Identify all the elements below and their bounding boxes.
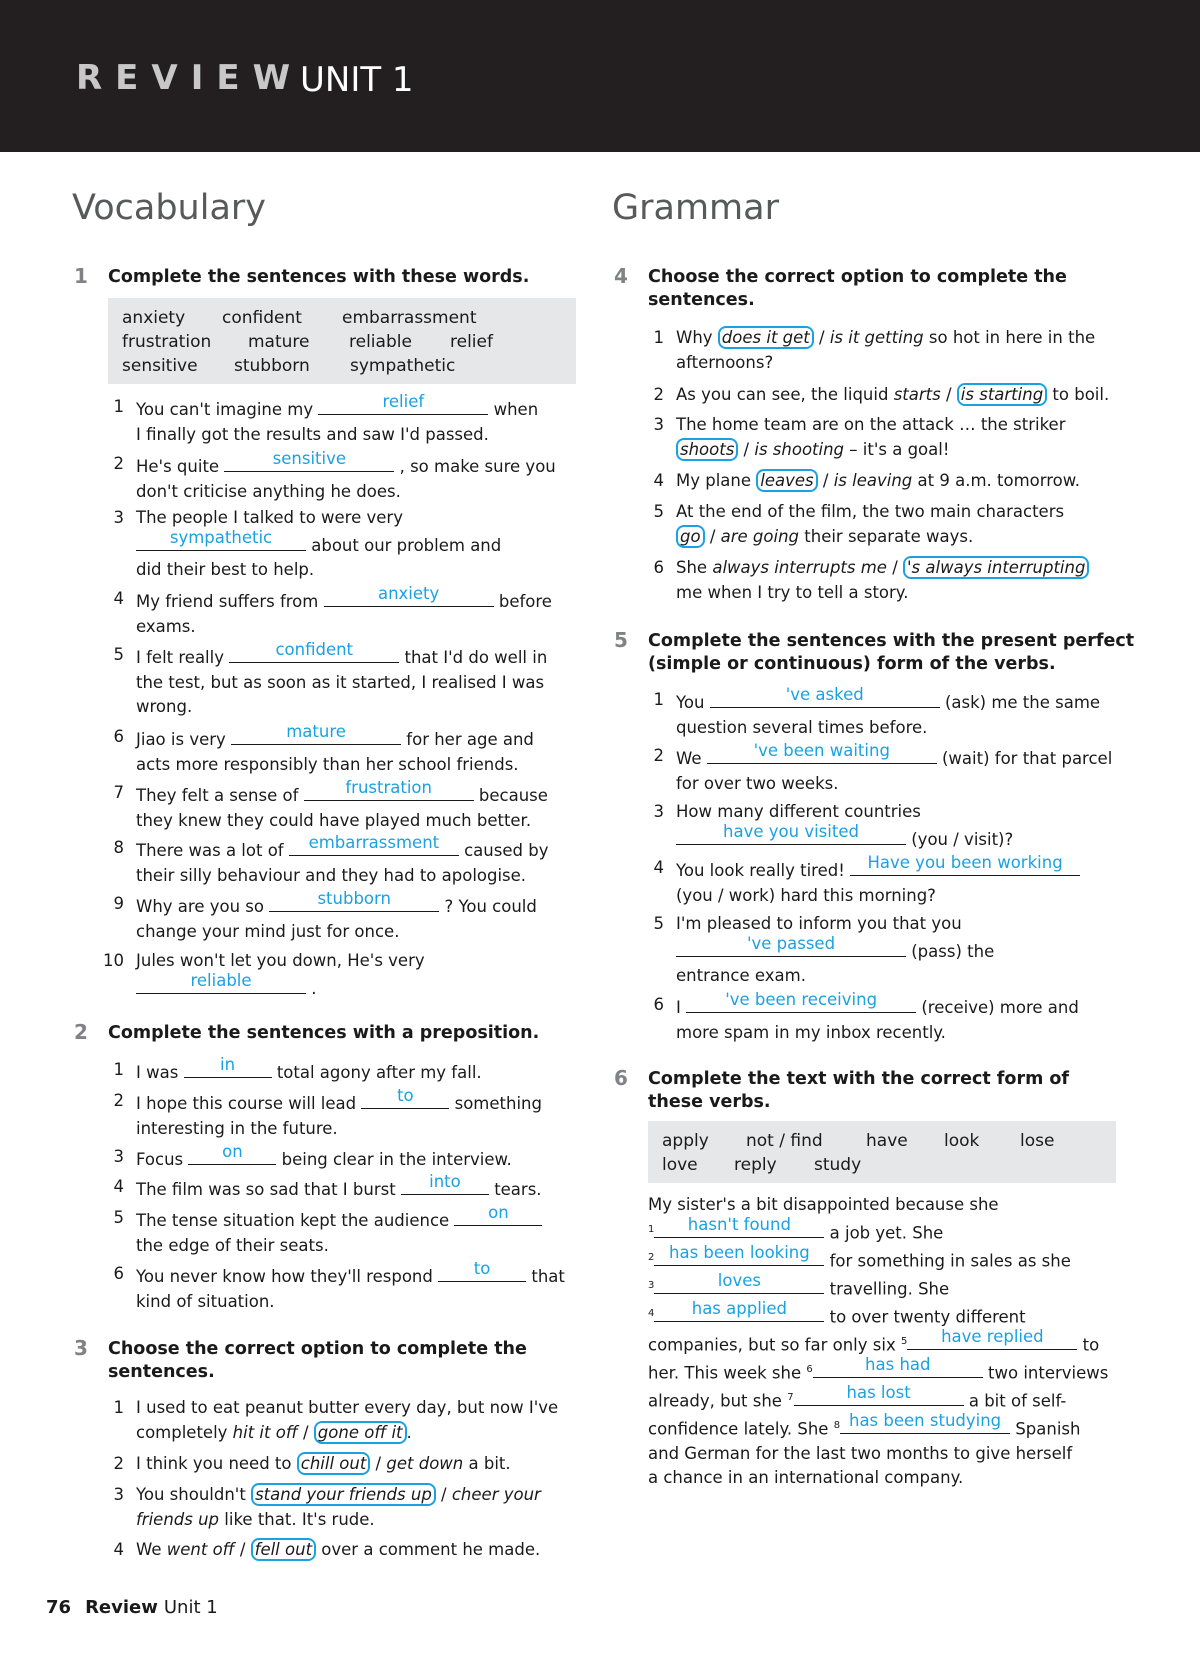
item-number: 9	[113, 894, 124, 913]
instruction-line: these verbs.	[648, 1092, 771, 1112]
option-separator: /	[940, 385, 957, 404]
answer-blank	[224, 449, 394, 472]
item-number: 6	[653, 558, 664, 577]
word-box-item: look	[944, 1131, 980, 1151]
gap-number: 2	[648, 1251, 655, 1263]
item-text: As you can see, the liquid	[676, 385, 889, 404]
answer-text: mature	[286, 722, 346, 741]
item-text: before	[498, 592, 552, 611]
item-number: 8	[113, 838, 124, 857]
item-text: kind of situation.	[136, 1291, 275, 1311]
option-separator: /	[297, 1422, 314, 1442]
item-text: acts more responsibly than her school friends.	[136, 754, 519, 774]
answer-blank	[401, 1172, 489, 1195]
answer-text: stubborn	[317, 889, 391, 908]
word-box-item: sensitive	[122, 356, 198, 376]
answer-text: into	[429, 1172, 461, 1191]
page-number: 76	[46, 1597, 72, 1618]
item-text: exams.	[136, 616, 196, 636]
item-number: 6	[653, 995, 664, 1014]
item-text: a bit.	[468, 1454, 511, 1473]
item-text: The home team are on the attack … the striker	[676, 415, 1066, 434]
item-number: 1	[113, 1398, 124, 1417]
vocabulary-title: Vocabulary	[72, 188, 267, 228]
word-box-item: apply	[662, 1131, 709, 1151]
item-text: more spam in my inbox recently.	[676, 1022, 946, 1042]
answer-blank	[654, 1299, 824, 1322]
item-number: 6	[113, 1264, 124, 1283]
gap-fill-text	[648, 1193, 1128, 1491]
option-selected: go	[676, 525, 705, 548]
option-separator: /	[817, 471, 834, 490]
text-line: travelling. She	[829, 1279, 950, 1298]
word-box	[108, 298, 576, 384]
option: are going	[720, 526, 800, 546]
item-text: How many different countries	[676, 802, 921, 821]
item-text: .	[311, 978, 317, 998]
text-line: to	[1082, 1335, 1100, 1354]
item-number: 1	[653, 690, 664, 709]
instruction-line: Choose the correct option to complete the	[648, 267, 1067, 287]
option: is leaving	[833, 471, 913, 490]
text-line: companies, but so far only six	[648, 1335, 896, 1354]
answer-blank	[231, 722, 401, 745]
item-text: completely	[136, 1422, 228, 1442]
answer-text: confident	[275, 640, 354, 659]
exercise-instruction	[648, 266, 1067, 312]
item-text: He's quite	[136, 457, 220, 476]
item-text: Jules won't let you down, He's very	[136, 951, 425, 970]
item-text: I think you need to	[136, 1454, 292, 1473]
item-text: don't criticise anything he does.	[136, 481, 401, 501]
item-text: I hope this course will lead	[136, 1094, 357, 1113]
answer-text: has had	[865, 1355, 931, 1374]
item-text: You shouldn't	[136, 1485, 246, 1504]
answer-blank	[438, 1259, 526, 1282]
unit-label: UNIT 1	[300, 60, 414, 100]
item-text: The film was so sad that I burst	[136, 1180, 396, 1199]
option-separator: /	[886, 558, 904, 577]
option-separator: /	[704, 526, 721, 546]
option: get down	[386, 1454, 464, 1473]
word-box-item: relief	[450, 332, 493, 352]
option: always interrupts me	[712, 558, 887, 577]
item-number: 4	[653, 858, 664, 877]
item-text: interesting in the future.	[136, 1118, 338, 1138]
option-selected: fell out	[251, 1538, 316, 1561]
gap-number: 7	[787, 1391, 794, 1403]
item-text: for over two weeks.	[676, 773, 839, 793]
item-number: 4	[113, 589, 124, 608]
text-line: her. This week she	[648, 1363, 802, 1382]
item-number: 5	[653, 914, 664, 933]
option-selected: is starting	[957, 383, 1047, 406]
item-text: I used to eat peanut butter every day, but now I've	[136, 1398, 559, 1417]
text-line: to over twenty different	[829, 1307, 1026, 1326]
instruction-line: sentences.	[648, 290, 755, 310]
item-text: My plane	[676, 471, 752, 490]
answer-text: 've passed	[746, 933, 836, 953]
footer-review: Review	[85, 1597, 158, 1618]
answer-text: embarrassment	[308, 833, 440, 852]
item-number: 3	[653, 415, 664, 434]
gap-number: 8	[833, 1419, 841, 1431]
exercise-number: 5	[614, 628, 628, 652]
answer-text: on	[222, 1142, 243, 1161]
item-text: At the end of the film, the two main characters	[676, 502, 1065, 521]
word-box-item: mature	[248, 332, 310, 352]
answer-blank	[324, 584, 494, 607]
answer-blank	[136, 527, 306, 551]
answer-text: frustration	[345, 778, 432, 797]
item-text: (you / visit)?	[911, 829, 1014, 849]
answer-text: on	[488, 1203, 509, 1222]
item-number: 2	[653, 746, 664, 765]
item-text: You never know how they'll respond	[136, 1267, 433, 1286]
answer-text: Have you been working	[867, 853, 1063, 872]
item-text: (ask) me the same	[944, 693, 1101, 712]
item-number: 1	[653, 328, 664, 347]
option: starts	[893, 385, 941, 404]
option-separator: /	[234, 1540, 251, 1559]
item-text: tears.	[494, 1180, 542, 1199]
answer-blank	[707, 741, 937, 764]
text-line: Spanish	[1015, 1419, 1081, 1438]
gap-number: 4	[648, 1307, 655, 1319]
item-number: 4	[113, 1177, 124, 1196]
exercise-instruction	[648, 630, 1134, 676]
exercise-instruction: Complete the sentences with a preposition.	[108, 1023, 540, 1043]
item-text: about our problem and	[311, 535, 502, 555]
item-text: that	[531, 1267, 565, 1286]
item-text: I finally got the results and saw I'd passed.	[136, 424, 489, 444]
answer-blank	[184, 1055, 272, 1078]
item-text: something	[454, 1094, 542, 1113]
item-text: You can't imagine my	[136, 400, 314, 419]
item-text: (wait) for that parcel	[942, 749, 1113, 768]
item-text: so hot in here in the	[928, 328, 1096, 347]
item-number: 1	[113, 397, 124, 416]
option: went off	[166, 1540, 235, 1559]
item-text: They felt a sense of	[136, 786, 299, 805]
item-text: You	[676, 693, 705, 712]
answer-text: loves	[717, 1271, 761, 1290]
item-text: Why are you so	[136, 897, 264, 916]
answer-blank	[229, 640, 399, 663]
answer-text: has applied	[691, 1299, 787, 1318]
item-text: they knew they could have played much better.	[136, 810, 532, 830]
item-text: at 9 a.m. tomorrow.	[917, 471, 1080, 490]
answer-blank	[454, 1203, 542, 1226]
item-number: 5	[113, 1208, 124, 1227]
word-box-item: have	[866, 1131, 908, 1151]
text-line: already, but she	[648, 1391, 782, 1410]
option-selected: leaves	[756, 469, 817, 492]
option: friends up	[136, 1509, 220, 1529]
item-text: caused by	[464, 841, 549, 860]
item-text: when	[493, 400, 539, 419]
option-selected: shoots	[676, 438, 738, 461]
item-text: like that. It's rude.	[224, 1509, 375, 1529]
word-box-item: love	[662, 1155, 698, 1175]
answer-text: reliable	[190, 970, 252, 990]
answer-text: has been looking	[669, 1243, 810, 1262]
answer-blank	[850, 853, 1080, 876]
answer-blank	[269, 889, 439, 912]
answer-blank	[813, 1355, 983, 1378]
option: hit it off	[232, 1422, 298, 1442]
option-selected: gone off it	[314, 1421, 407, 1444]
instruction-line: Choose the correct option to complete the	[108, 1339, 527, 1359]
text-line: a bit of self-	[968, 1391, 1067, 1410]
answer-blank	[188, 1142, 276, 1165]
answer-text: 've been receiving	[725, 990, 878, 1009]
option-separator: /	[435, 1485, 452, 1504]
text-line: for something in sales as she	[829, 1251, 1071, 1270]
item-text: change your mind just for once.	[136, 921, 400, 941]
item-text: the test, but as soon as it started, I realised I was	[136, 672, 545, 692]
item-text: I felt really	[136, 648, 224, 667]
answer-blank	[686, 990, 916, 1013]
item-text: We	[136, 1540, 162, 1559]
answer-blank	[289, 833, 459, 856]
item-number: 6	[113, 727, 124, 746]
item-text: I	[676, 998, 681, 1017]
item-text: entrance exam.	[676, 966, 806, 985]
answer-blank	[907, 1327, 1077, 1350]
answer-text: have replied	[941, 1327, 1044, 1346]
word-box	[648, 1121, 1116, 1183]
text-line: a job yet. She	[829, 1223, 944, 1242]
item-text: (you / work) hard this morning?	[676, 885, 936, 905]
instruction-line: (simple or continuous) form of the verbs.	[648, 654, 1056, 674]
answer-text: 've asked	[785, 685, 864, 704]
answer-text: hasn't found	[687, 1215, 791, 1234]
option-selected: stand your friends up	[251, 1483, 436, 1506]
item-text: My friend suffers from	[136, 592, 319, 611]
answer-blank	[676, 933, 906, 957]
item-text: Why	[676, 328, 713, 347]
item-number: 3	[113, 1485, 124, 1504]
item-text: their separate ways.	[804, 526, 974, 546]
word-box-item: stubborn	[234, 356, 310, 376]
item-text: (pass) the	[911, 941, 995, 961]
item-number: 2	[653, 385, 664, 404]
answer-text: to	[397, 1086, 414, 1105]
word-box-item: lose	[1020, 1131, 1055, 1151]
item-text: the edge of their seats.	[136, 1235, 329, 1255]
text-line: a chance in an international company.	[648, 1468, 964, 1487]
footer-unit: Unit 1	[163, 1597, 218, 1618]
item-text: I was	[136, 1063, 179, 1082]
option-separator: /	[370, 1454, 387, 1473]
item-text: question several times before.	[676, 717, 928, 737]
word-box-item: embarrassment	[342, 308, 477, 328]
word-box-item: sympathetic	[350, 356, 456, 376]
gap-number: 5	[900, 1335, 908, 1347]
answer-text: has lost	[846, 1383, 911, 1402]
exercise-number: 2	[74, 1020, 88, 1044]
answer-blank	[676, 821, 906, 845]
option-selected: 's always interrupting	[903, 556, 1089, 579]
answer-blank	[794, 1383, 964, 1406]
option-selected: chill out	[297, 1452, 371, 1475]
item-text: Focus	[136, 1150, 184, 1169]
item-text: me when I try to tell a story.	[676, 582, 909, 602]
item-number: 2	[113, 1091, 124, 1110]
item-text: The people I talked to were very	[136, 508, 403, 527]
item-number: 3	[113, 1147, 124, 1166]
answer-text: anxiety	[377, 584, 440, 603]
word-box-item: anxiety	[122, 308, 186, 328]
word-box-item: frustration	[122, 332, 212, 352]
exercise-instruction: Complete the sentences with these words.	[108, 267, 530, 287]
word-box-item: confident	[222, 308, 302, 328]
item-text: I'm pleased to inform you that you	[676, 914, 962, 933]
item-number: 3	[653, 802, 664, 821]
review-label: REVIEW	[76, 58, 304, 98]
answer-text: have you visited	[723, 821, 859, 841]
item-text: over a comment he made.	[321, 1540, 541, 1559]
answer-blank	[840, 1411, 1010, 1434]
item-number: 2	[113, 454, 124, 473]
option-separator: /	[813, 328, 830, 347]
answer-blank	[654, 1271, 824, 1294]
option-selected: does it get	[718, 326, 814, 349]
item-text: their silly behaviour and they had to apologise.	[136, 865, 527, 885]
answer-blank	[654, 1243, 824, 1266]
page-header	[0, 0, 1200, 152]
answer-blank	[710, 685, 940, 708]
answer-text: in	[220, 1055, 236, 1074]
item-text: – it's a goal!	[849, 439, 950, 459]
item-number: 5	[653, 502, 664, 521]
item-text: .	[406, 1422, 412, 1442]
text-line: and German for the last two months to give herself	[648, 1443, 1073, 1463]
answer-blank	[654, 1215, 824, 1238]
item-text: did their best to help.	[136, 560, 315, 579]
answer-text: relief	[382, 392, 425, 411]
word-box-item: study	[814, 1155, 862, 1175]
item-number: 5	[113, 645, 124, 664]
option: cheer your	[451, 1485, 541, 1504]
text-line: My sister's a bit disappointed because she	[648, 1195, 999, 1214]
item-text: because	[478, 786, 548, 805]
exercise-number: 1	[74, 264, 88, 288]
item-text: wrong.	[136, 697, 193, 716]
item-text: that I'd do well in	[404, 648, 548, 667]
answer-text: sensitive	[272, 449, 346, 468]
item-text: The tense situation kept the audience	[136, 1211, 450, 1230]
item-text: , so make sure you	[399, 457, 556, 476]
answer-blank	[304, 778, 474, 801]
answer-text: sympathetic	[169, 527, 273, 547]
item-number: 3	[113, 508, 124, 527]
item-text: to boil.	[1052, 385, 1110, 404]
item-number: 1	[113, 1060, 124, 1079]
exercise-number: 6	[614, 1066, 628, 1090]
answer-text: 've been waiting	[753, 741, 890, 760]
item-number: 7	[113, 783, 124, 802]
option: is shooting	[754, 439, 845, 459]
grammar-title: Grammar	[612, 188, 779, 228]
word-box-item: not / find	[746, 1131, 823, 1151]
item-number: 2	[113, 1454, 124, 1473]
exercise-number: 3	[74, 1336, 88, 1360]
answer-blank	[318, 392, 488, 415]
item-text: total agony after my fall.	[276, 1063, 482, 1082]
exercise-number: 4	[614, 264, 628, 288]
gap-number: 3	[648, 1279, 655, 1291]
answer-text: has been studying	[848, 1411, 1002, 1430]
gap-number: 1	[648, 1223, 655, 1235]
item-text: There was a lot of	[136, 841, 284, 860]
item-text: being clear in the interview.	[281, 1150, 512, 1169]
item-number: 4	[113, 1540, 124, 1559]
item-text: She	[676, 558, 708, 577]
instruction-line: sentences.	[108, 1362, 215, 1382]
item-text: ? You could	[444, 897, 537, 916]
word-box-item: reliable	[349, 332, 412, 352]
option: is it getting	[829, 328, 924, 347]
item-text: afternoons?	[676, 352, 774, 372]
text-line: confidence lately. She	[648, 1419, 829, 1438]
answer-blank	[361, 1086, 449, 1109]
text-line: two interviews	[988, 1363, 1109, 1382]
answer-blank	[136, 970, 306, 994]
gap-number: 6	[806, 1363, 813, 1375]
option-separator: /	[738, 439, 755, 459]
item-text: (receive) more and	[921, 998, 1079, 1017]
item-number: 4	[653, 471, 664, 490]
instruction-line: Complete the text with the correct form of	[648, 1069, 1070, 1089]
item-text: for her age and	[406, 730, 534, 749]
item-number: 10	[103, 951, 124, 970]
page-footer	[46, 1597, 218, 1618]
exercise-instruction	[648, 1068, 1069, 1114]
answer-text: to	[473, 1259, 491, 1278]
instruction-line: Complete the sentences with the present perfect	[648, 631, 1135, 651]
item-text: You look really tired!	[676, 861, 845, 880]
item-text: We	[676, 749, 702, 768]
item-text: Jiao is very	[136, 730, 226, 749]
exercise-instruction	[108, 1338, 527, 1384]
word-box-item: reply	[734, 1155, 777, 1175]
